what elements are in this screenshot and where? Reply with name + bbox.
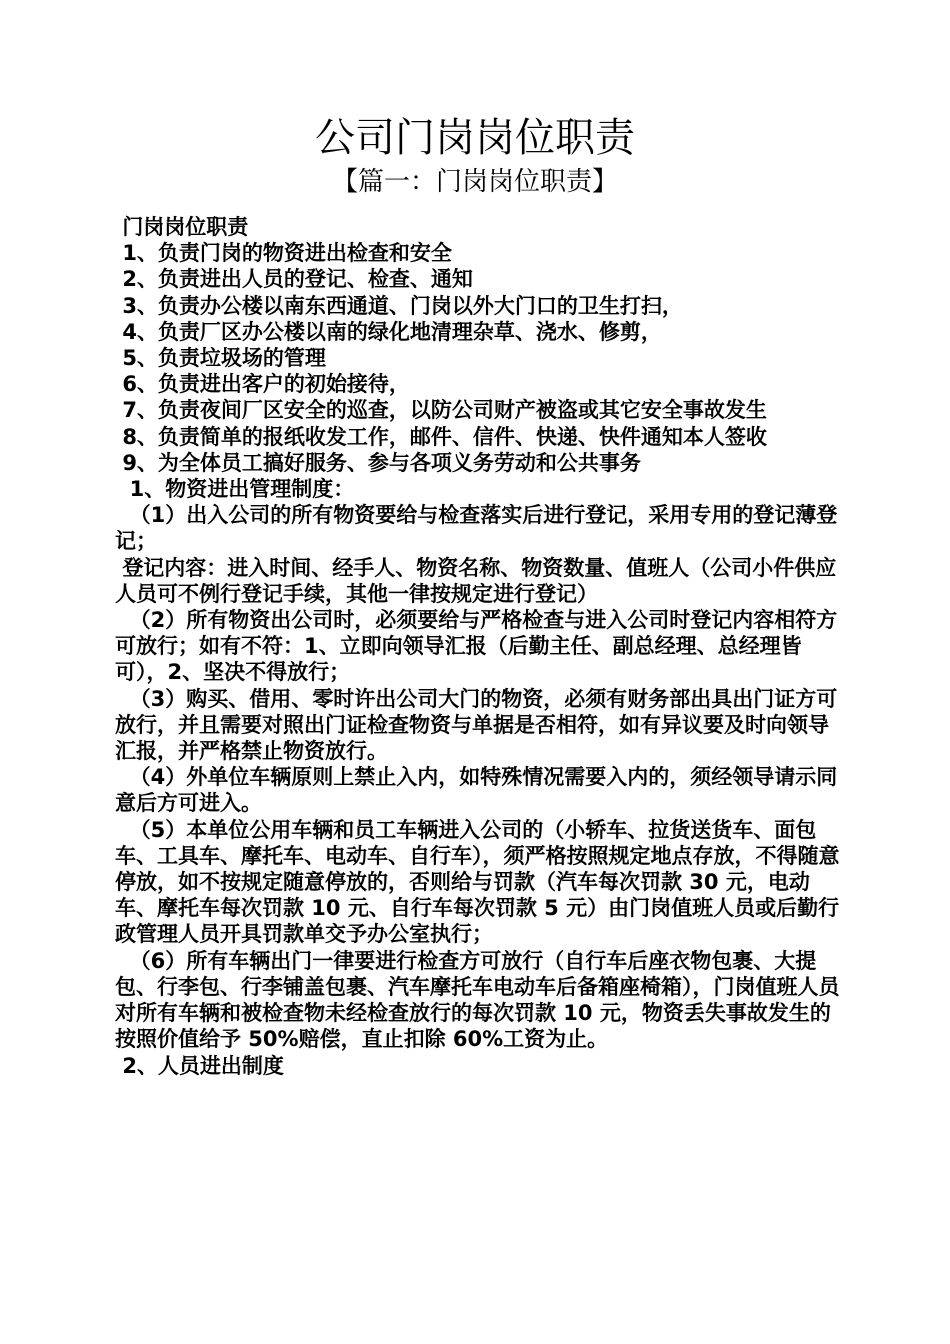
duty-item: 9、为全体员工搞好服务、参与各项义务劳动和公共事务 [115,450,641,475]
duty-item: 5、负责垃圾场的管理 [115,346,326,371]
duty-item: 6、负责进出客户的初始接待， [115,372,410,397]
duty-item: 7、负责夜间厂区安全的巡查，以防公司财产被盗或其它安全事故发生 [115,398,767,423]
rule-paragraph: （4）外单位车辆原则上禁止入内，如特殊情况需要入内的，须经领导请示同意后方可进入。 [115,765,838,816]
duty-item: 1、负责门岗的物资进出检查和安全 [115,241,452,266]
document-title: 公司门岗岗位职责 [315,115,635,161]
section-heading: 2、人员进出制度 [115,1053,284,1078]
rule-paragraph: （6）所有车辆出门一律要进行检查方可放行（自行车后座衣物包裹、大提包、行李包、行李铺盖包裹、汽车摩托车电动车后备箱座椅箱），门岗值班人员对所有车辆和被检查物未经检查放行的每次罚款 10 元，物资丢失事故发生的按照价值给予 50%赔偿，直止扣除 60%工资为止。 [115,948,840,1052]
document-subtitle: 【篇一：门岗岗位职责】 [331,167,618,197]
duty-item: 8、负责简单的报纸收发工作，邮件、信件、快递、快件通知本人签收 [115,424,767,449]
section-heading: 1、物资进出管理制度： [115,477,355,502]
duty-item: 2、负责进出人员的登记、检查、通知 [115,267,473,292]
duty-item: 4、负责厂区办公楼以南的绿化地清理杂草、浇水、修剪， [115,319,662,344]
document-body [115,214,845,1079]
rule-paragraph: （2）所有物资出公司时，必须要给与严格检查与进入公司时登记内容相符方可放行；如有不符：1、立即向领导汇报（后勤主任、副总经理、总经理皆可），2、坚决不得放行； [115,608,838,685]
duty-item: 3、负责办公楼以南东西通道、门岗以外大门口的卫生打扫， [115,293,683,318]
rule-paragraph: 登记内容：进入时间、经手人、物资名称、物资数量、值班人（公司小件供应人员可不例行登记手续，其他一律按规定进行登记） [115,555,837,606]
rule-paragraph: （3）购买、借用、零时许出公司大门的物资，必须有财务部出具出门证方可放行，并且需要对照出门证检查物资与单据是否相符，如有异议要及时向领导汇报，并严格禁止物资放行。 [115,686,838,764]
section-heading: 门岗岗位职责 [115,215,249,239]
rule-paragraph: （1）出入公司的所有物资要给与检查落实后进行登记，采用专用的登记薄登记； [115,503,838,554]
rule-paragraph: （5）本单位公用车辆和员工车辆进入公司的（小轿车、拉货送货车、面包车、工具车、摩托车、电动车、自行车），须严格按照规定地点存放，不得随意停放，如不按规定随意停放的，否则给与罚款（汽车每次罚款 30 元，电动车、摩托车每次罚款 10 元、自行车每次罚款 5 元）由门岗值班人员或后勤行政管理人员开具罚款单交予办公室执行； [115,817,840,947]
